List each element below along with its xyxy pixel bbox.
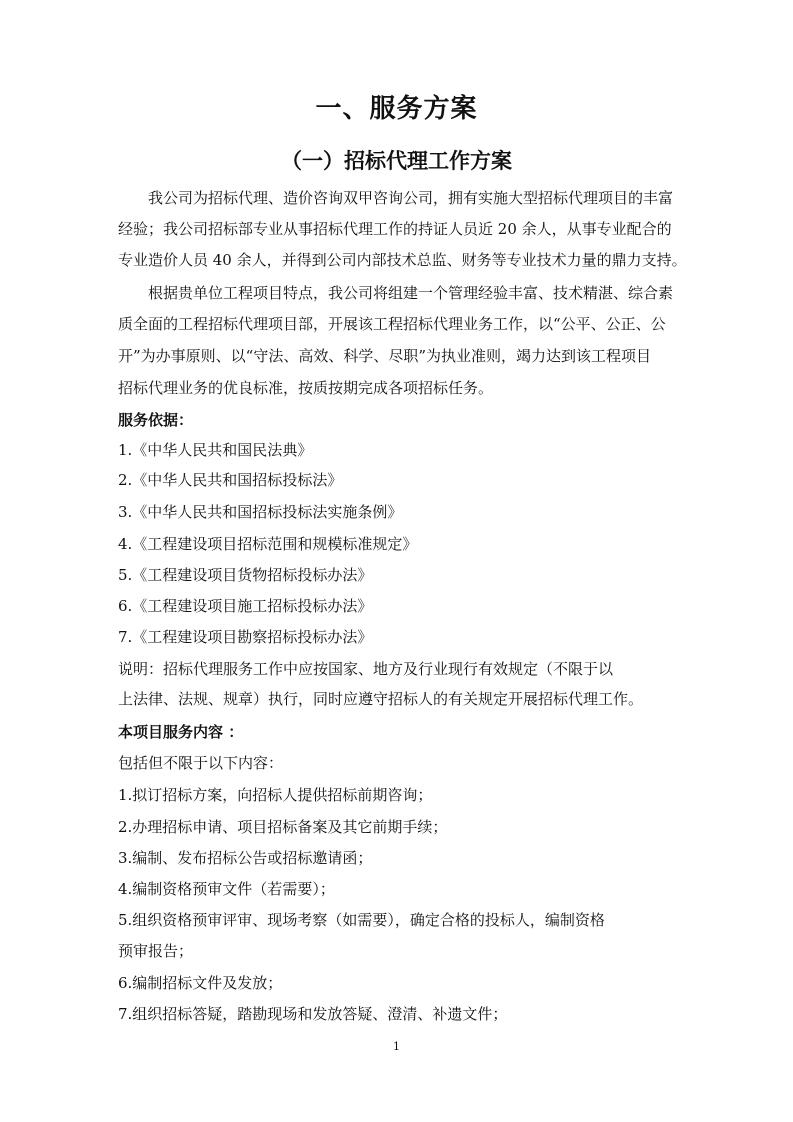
page-title: 一、服务方案 bbox=[315, 94, 478, 124]
paragraph-line: 质全面的工程招标代理项目部，开展该工程招标代理业务工作，以“公平、公正、公 bbox=[118, 315, 666, 333]
content-item: 2.办理招标申请、项目招标备案及其它前期手续； bbox=[118, 818, 448, 836]
basis-item: 3.《中华人民共和国招标投标法实施条例》 bbox=[118, 503, 403, 521]
note-line: 上法律、法规、规章）执行，同时应遵守招标人的有关规定开展招标代理工作。 bbox=[118, 690, 644, 708]
note-line: 说明：招标代理服务工作中应按国家、地方及行业现行有效规定（不限于以 bbox=[118, 660, 614, 678]
content-item: 1.拟订招标方案，向招标人提供招标前期咨询； bbox=[118, 786, 433, 804]
content-item: 4.编制资格预审文件（若需要）； bbox=[118, 880, 335, 898]
basis-item: 2.《中华人民共和国招标投标法》 bbox=[118, 471, 343, 489]
content-item: 7.组织招标答疑，踏勘现场和发放答疑、澄清、补遗文件； bbox=[118, 1005, 508, 1023]
intro-line: 经验；我公司招标部专业从事招标代理工作的持证人员近 20 余人，从事专业配合的 bbox=[118, 220, 672, 238]
section-subtitle: （一）招标代理工作方案 bbox=[281, 149, 512, 173]
content-item: 预审报告； bbox=[118, 942, 194, 960]
basis-item: 4.《工程建设项目招标范围和规模标准规定》 bbox=[118, 535, 418, 553]
paragraph-line: 根据贵单位工程项目特点，我公司将组建一个管理经验丰富、技术精湛、综合素 bbox=[148, 284, 674, 302]
content-item: 6.编制招标文件及发放； bbox=[118, 974, 283, 992]
paragraph-line: 招标代理业务的优良标准，按质按期完成各项招标任务。 bbox=[118, 379, 494, 397]
content-item: 3.编制、发布招标公告或招标邀请函； bbox=[118, 849, 373, 867]
basis-item: 5.《工程建设项目货物招标投标办法》 bbox=[118, 566, 373, 584]
basis-item: 7.《工程建设项目勘察招标投标办法》 bbox=[118, 628, 373, 646]
paragraph-line: 开”为办事原则、以“守法、高效、科学、尽职”为执业准则，竭力达到该工程项目 bbox=[118, 347, 652, 365]
intro-line: 专业造价人员 40 余人，并得到公司内部技术总监、财务等专业技术力量的鼎力支持。 bbox=[118, 251, 687, 269]
page-number: 1 bbox=[393, 1040, 400, 1053]
basis-heading: 服务依据： bbox=[118, 411, 194, 429]
content-item: 5.组织资格预审评审、现场考察（如需要），确定合格的投标人，编制资格 bbox=[118, 911, 605, 929]
intro-line: 我公司为招标代理、造价咨询双甲咨询公司，拥有实施大型招标代理项目的丰富 bbox=[148, 189, 674, 207]
basis-item: 1.《中华人民共和国民法典》 bbox=[118, 441, 313, 459]
basis-item: 6.《工程建设项目施工招标投标办法》 bbox=[118, 597, 373, 615]
content-heading: 本项目服务内容 ： bbox=[118, 723, 244, 741]
content-intro: 包括但不限于以下内容： bbox=[118, 754, 284, 772]
